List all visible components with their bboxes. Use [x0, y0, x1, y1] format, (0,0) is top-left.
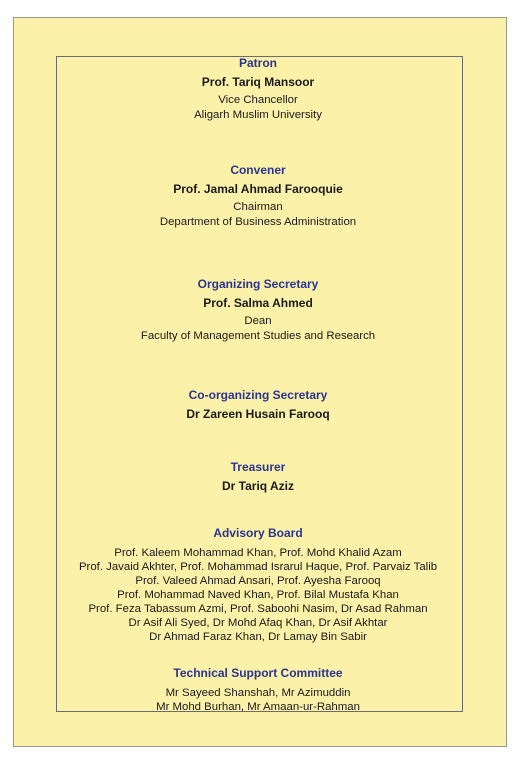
technical-line: Mr Sayeed Shanshah, Mr Azimuddin	[165, 687, 351, 699]
patron-section	[0, 56, 516, 122]
advisory-line: Prof. Valeed Ahmad Ansari, Prof. Ayesha Farooq	[135, 575, 381, 587]
coorganizing-section	[0, 388, 516, 422]
organizing-section	[0, 277, 516, 343]
treasurer-section	[0, 460, 516, 494]
patron-affiliation: Aligarh Muslim University	[194, 108, 322, 121]
organizing-name: Prof. Salma Ahmed	[203, 296, 313, 310]
advisory-line: Prof. Kaleem Mohammad Khan, Prof. Mohd Khalid Azam	[114, 547, 402, 559]
convener-title: Chairman	[233, 201, 283, 213]
treasurer-name: Dr Tariq Aziz	[221, 479, 294, 493]
technical-heading: Technical Support Committee	[173, 666, 343, 680]
advisory-line: Prof. Feza Tabassum Azmi, Prof. Saboohi Nasim, Dr Asad Rahman	[88, 603, 428, 615]
advisory-line: Dr Ahmad Faraz Khan, Dr Lamay Bin Sabir	[149, 631, 367, 643]
convener-affiliation: Department of Business Administration	[159, 215, 357, 228]
patron-name: Prof. Tariq Mansoor	[201, 75, 315, 89]
convener-name: Prof. Jamal Ahmad Farooquie	[173, 182, 343, 196]
coorganizing-name: Dr Zareen Husain Farooq	[186, 407, 330, 421]
advisory-line: Dr Asif Ali Syed, Dr Mohd Afaq Khan, Dr Asif Akhtar	[128, 617, 388, 629]
advisory-heading: Advisory Board	[213, 526, 303, 540]
technical-line: Mr Mohd Burhan, Mr Amaan-ur-Rahman	[156, 701, 360, 713]
coorganizing-heading: Co-organizing Secretary	[188, 388, 328, 402]
convener-section	[0, 163, 516, 229]
advisory-line: Prof. Mohammad Naved Khan, Prof. Bilal Mustafa Khan	[117, 589, 399, 601]
patron-title: Vice Chancellor	[218, 94, 298, 106]
organizing-title: Dean	[244, 315, 272, 327]
organizing-heading: Organizing Secretary	[197, 277, 319, 291]
convener-heading: Convener	[230, 163, 286, 177]
advisory-line: Prof. Javaid Akhter, Prof. Mohammad Israrul Haque, Prof. Parvaiz Talib	[78, 561, 438, 573]
treasurer-heading: Treasurer	[230, 460, 286, 474]
advisory-section	[0, 526, 516, 644]
organizing-affiliation: Faculty of Management Studies and Research	[140, 329, 376, 342]
patron-heading: Patron	[238, 56, 277, 70]
technical-section	[0, 666, 516, 714]
